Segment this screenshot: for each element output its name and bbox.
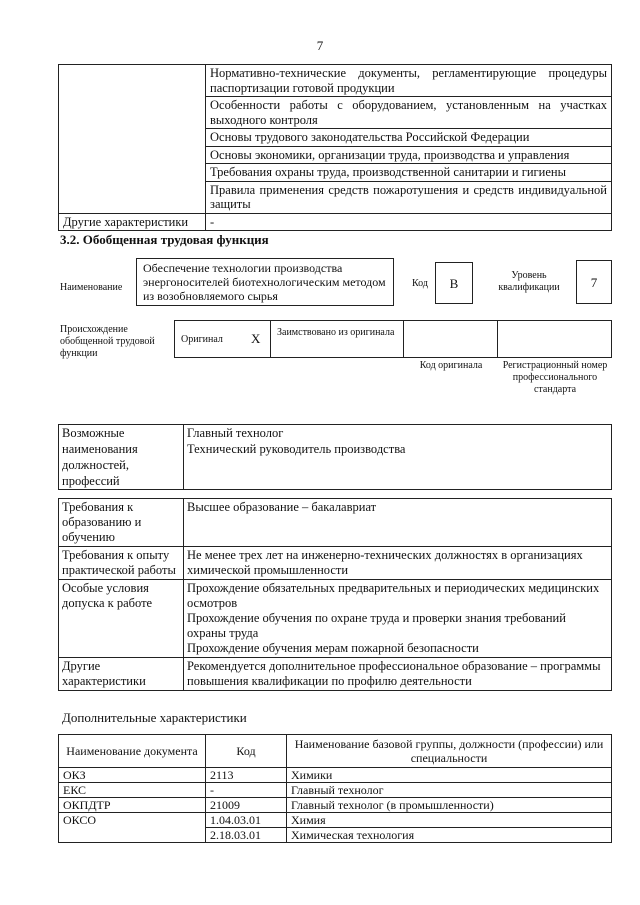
- table-row: [59, 213, 612, 231]
- section-title: 3.2. Обобщенная трудовая функция: [60, 232, 269, 247]
- requirement-item: Прохождение обучения мерам пожарной безопасности: [187, 641, 479, 655]
- origin-code-box: [404, 320, 498, 358]
- cell-name: Главный технолог (в промышленности): [287, 798, 612, 813]
- header-code: Код: [206, 735, 287, 768]
- code-caption: Код оригинала: [419, 360, 483, 371]
- origin-borrowed-box: [270, 320, 404, 358]
- origin-label: Происхождение обобщенной трудовой функции: [60, 324, 155, 359]
- origin-reg-box: [498, 320, 612, 358]
- requirement-item: Прохождение обучения по охране труда и проверки знания требований охраны труда: [187, 611, 566, 640]
- knowledge-item: Нормативно-технические документы, регламентирующие процедуры паспортизации готовой продукции: [206, 65, 612, 97]
- position-item: Технический руководитель производства: [187, 442, 406, 456]
- table-row: [59, 499, 612, 547]
- original-label: Оригинал: [181, 334, 223, 345]
- table-row: [59, 65, 612, 97]
- cell-code: -: [206, 783, 287, 798]
- knowledge-item: Правила применения средств пожаротушения и средств индивидуальной защиты: [206, 181, 612, 213]
- cell-document: ОКЗ: [59, 768, 206, 783]
- header-name: Наименование базовой группы, должности (профессии) или специальности: [287, 735, 612, 768]
- knowledge-table: [58, 64, 612, 231]
- cell-name: Химическая технология: [287, 828, 612, 843]
- reg-caption: Регистрационный номер профессионального стандарта: [502, 360, 608, 395]
- knowledge-item: Особенности работы с оборудованием, установленным на участках выходного контроля: [206, 97, 612, 129]
- borrowed-label: Заимствовано из оригинала: [277, 327, 395, 338]
- requirements-table: [58, 498, 612, 691]
- positions-label: Возможные наименования должностей, профессий: [59, 425, 184, 490]
- table-row: [59, 813, 612, 828]
- table-row: [59, 768, 612, 783]
- requirement-value: Рекомендуется дополнительное профессиональное образование – программы повышения квалификации по профилю деятельности: [184, 658, 612, 691]
- requirement-label: Требования к опыту практической работы: [59, 547, 184, 580]
- requirement-label: Требования к образованию и обучению: [59, 499, 184, 547]
- other-characteristics-label: Другие характеристики: [59, 213, 206, 231]
- additional-table: [58, 734, 612, 843]
- table-row: [59, 658, 612, 691]
- name-label: Наименование: [60, 282, 123, 293]
- table-row: [59, 425, 612, 490]
- position-item: Главный технолог: [187, 426, 284, 440]
- name-value: Обеспечение технологии производства энергоносителей биотехнологическим методом из возобновляемого сырья: [136, 258, 394, 306]
- table-row: [59, 580, 612, 658]
- positions-table: [58, 424, 612, 490]
- cell-code: 1.04.03.01: [206, 813, 287, 828]
- requirement-value: Не менее трех лет на инженерно-технических должностях в организациях химической промышленности: [184, 547, 612, 580]
- knowledge-item: Требования охраны труда, производственной санитарии и гигиены: [206, 164, 612, 182]
- code-label: Код: [412, 278, 428, 289]
- level-label: Уровень квалификации: [498, 270, 560, 293]
- cell-name: Химия: [287, 813, 612, 828]
- table-row: [59, 547, 612, 580]
- additional-title: Дополнительные характеристики: [62, 710, 247, 725]
- knowledge-label-cell: [59, 65, 206, 214]
- level-value: 7: [576, 260, 612, 304]
- header-document: Наименование документа: [59, 735, 206, 768]
- other-characteristics-value: -: [206, 213, 612, 231]
- requirement-label: Особые условия допуска к работе: [59, 580, 184, 658]
- cell-code: 2.18.03.01: [206, 828, 287, 843]
- page-number: 7: [316, 38, 324, 53]
- cell-code: 21009: [206, 798, 287, 813]
- knowledge-item: Основы экономики, организации труда, производства и управления: [206, 146, 612, 164]
- requirement-values: [184, 580, 612, 658]
- table-row: [59, 798, 612, 813]
- cell-name: Химики: [287, 768, 612, 783]
- positions-values: [184, 425, 612, 490]
- cell-document: ОКПДТР: [59, 798, 206, 813]
- requirement-value: Высшее образование – бакалавриат: [184, 499, 612, 547]
- table-row: [59, 783, 612, 798]
- knowledge-item: Основы трудового законодательства Российской Федерации: [206, 129, 612, 147]
- cell-code: 2113: [206, 768, 287, 783]
- cell-name: Главный технолог: [287, 783, 612, 798]
- requirement-item: Прохождение обязательных предварительных и периодических медицинских осмотров: [187, 581, 600, 610]
- table-header-row: [59, 735, 612, 768]
- code-value: B: [435, 262, 473, 304]
- original-mark: X: [251, 331, 261, 346]
- origin-original-box: [174, 320, 270, 358]
- cell-document: ЕКС: [59, 783, 206, 798]
- cell-document: ОКСО: [59, 813, 206, 843]
- requirement-label: Другие характеристики: [59, 658, 184, 691]
